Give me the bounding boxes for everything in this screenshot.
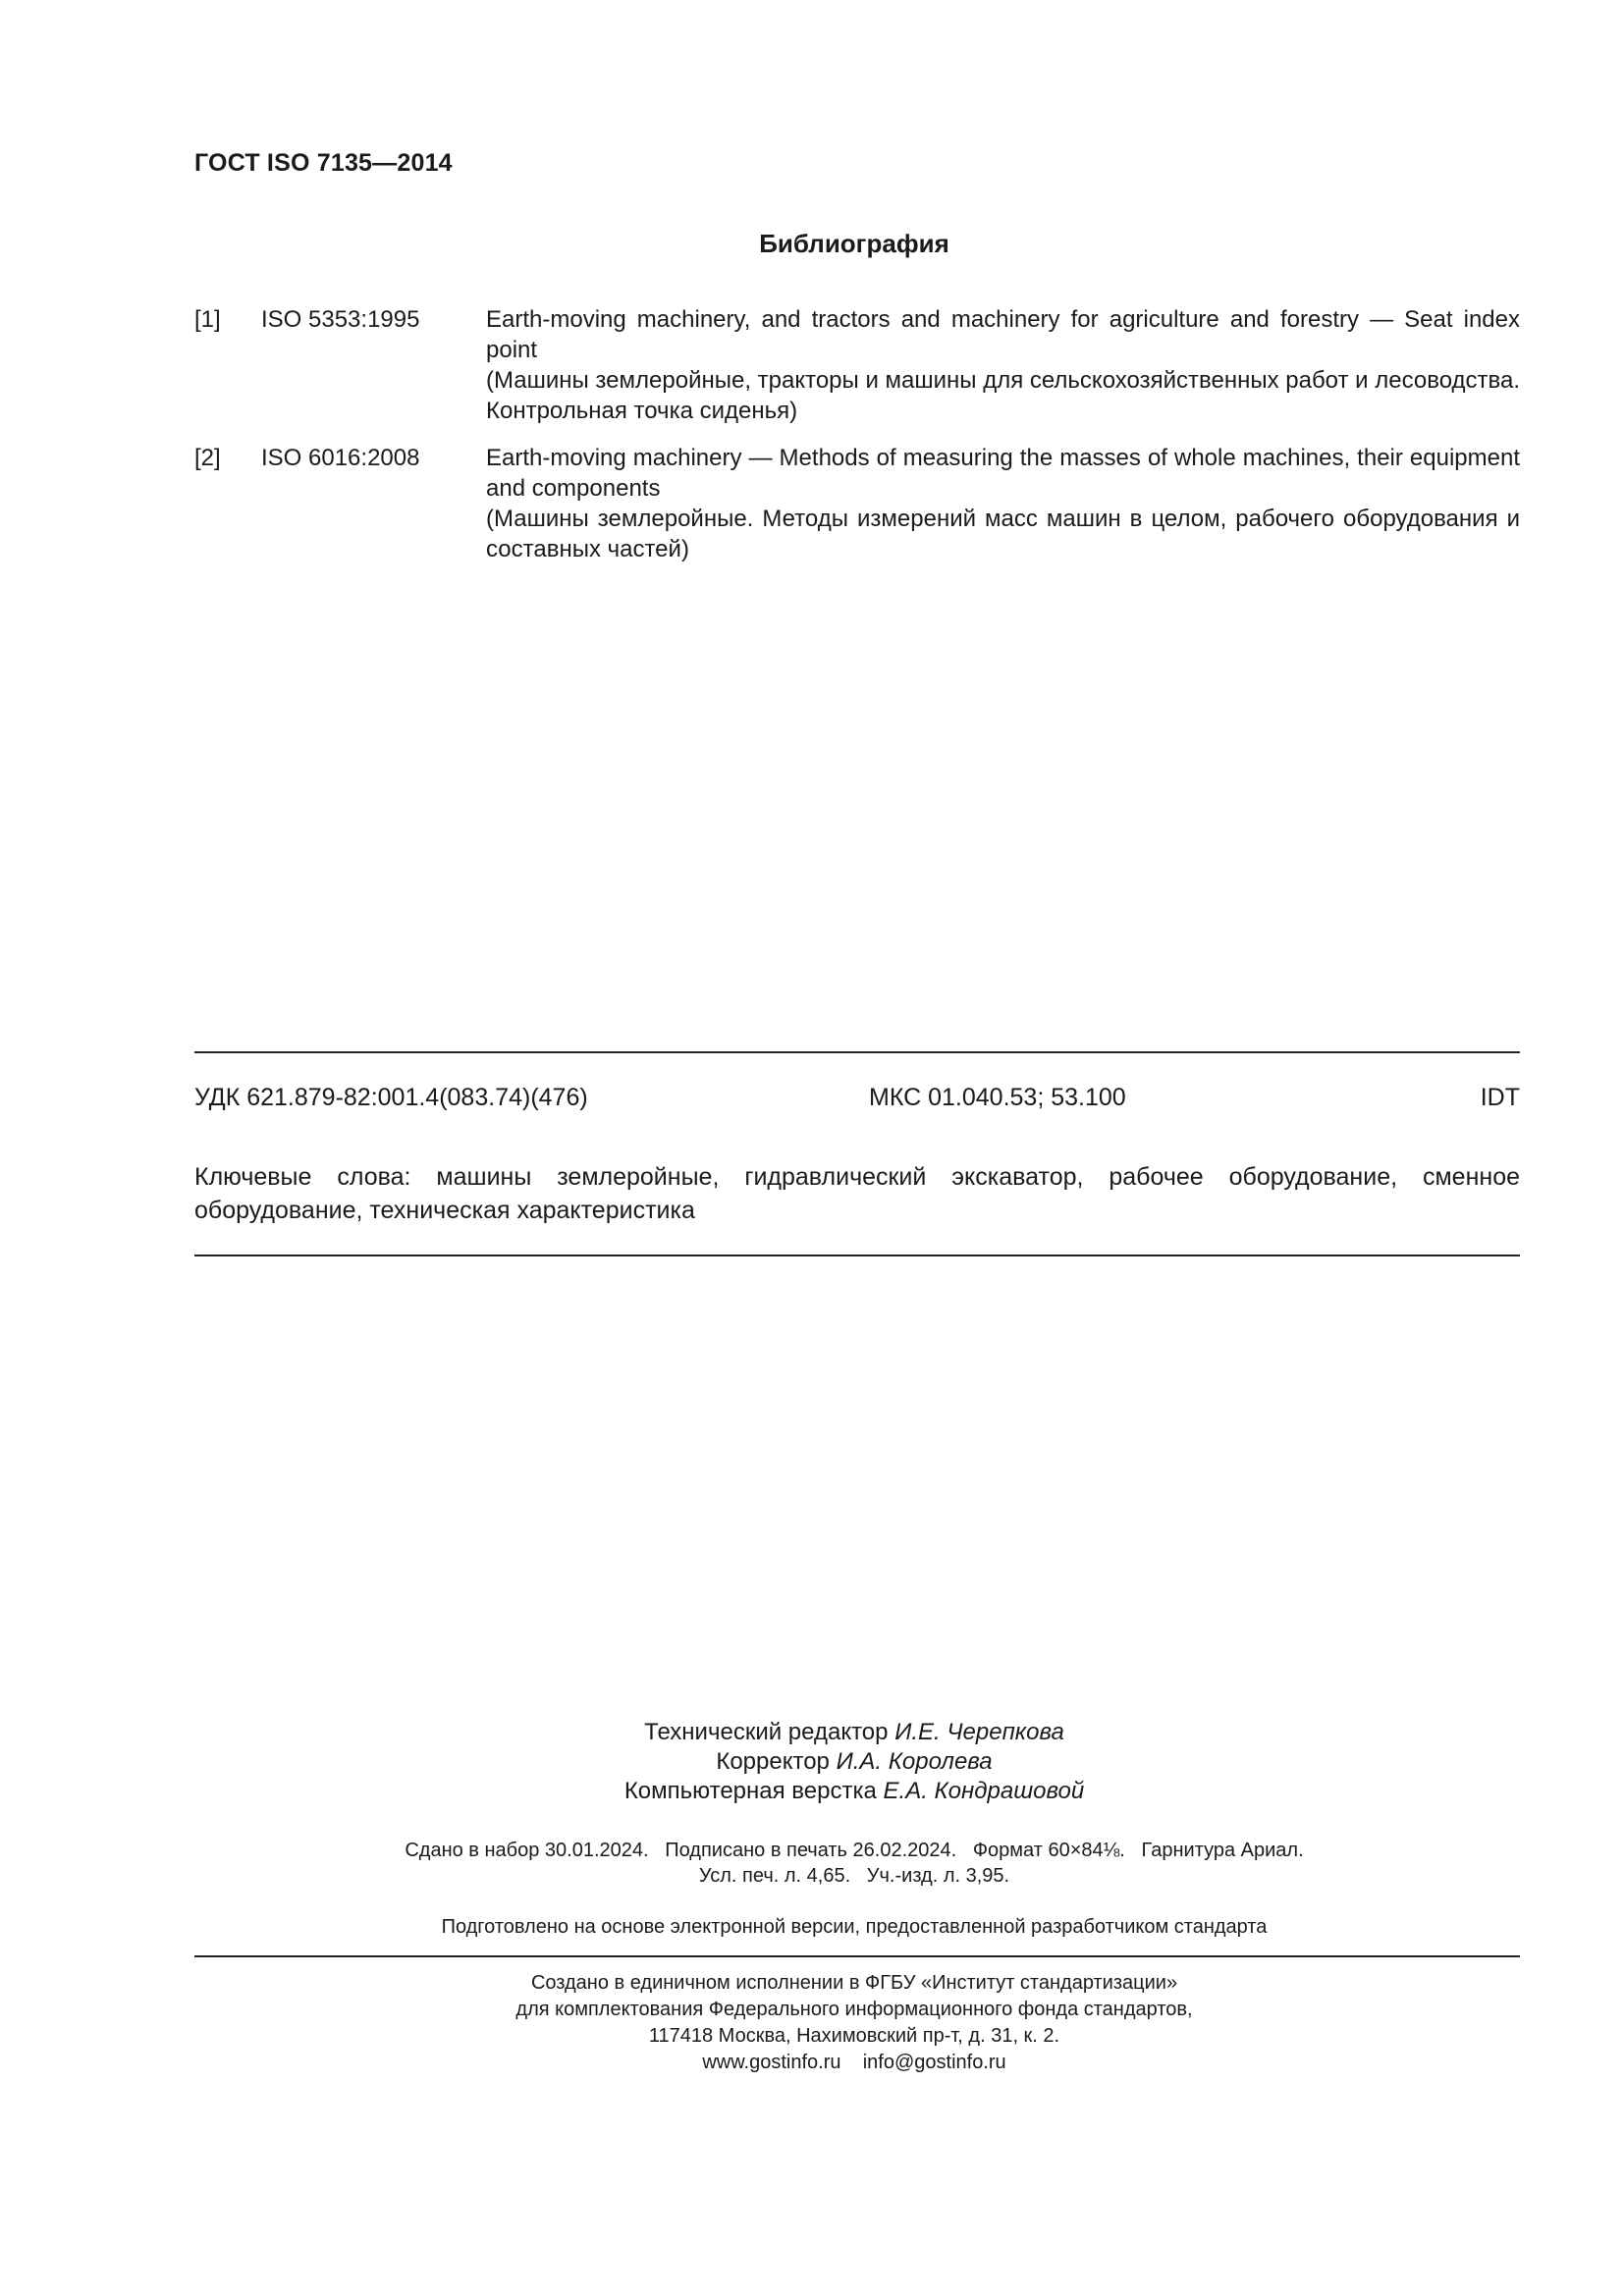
entry-number: [1]: [194, 306, 221, 333]
bibliography-entry-2: [194, 443, 1520, 564]
prepared-note: Подготовлено на основе электронной версии, предоставленной разработчиком стандарта: [441, 1916, 1268, 1938]
udk-code: УДК 621.879-82:001.4(083.74)(476): [194, 1084, 588, 1111]
bibliography-title: Библиография: [759, 229, 949, 258]
credits-block: [0, 1718, 1624, 1806]
entry-standard: ISO 5353:1995: [261, 306, 420, 333]
publication-line-2: Усл. печ. л. 4,65. Уч.-изд. л. 3,95.: [698, 1865, 1010, 1887]
entry-standard: ISO 6016:2008: [261, 445, 420, 471]
footer-line-2: для комплектования Федерального информационного фонда стандартов,: [515, 1999, 1193, 2020]
credit-corrector: Корректор И.А. Королева: [716, 1748, 993, 1775]
entry-title-ru: (Машины землеройные, тракторы и машины для сельскохозяйственных работ и лесоводства. Контрольная точка сиденья): [486, 367, 1520, 424]
keywords: Ключевые слова: машины землеройные, гидравлический экскаватор, рабочее оборудование, сменное оборудование, техническая характеристика: [194, 1163, 1520, 1224]
bibliography-entry-1: [194, 304, 1520, 426]
footer-line-3: 117418 Москва, Нахимовский пр-т, д. 31, к. 2.: [648, 2025, 1060, 2047]
entry-title-en: Earth-moving machinery — Methods of measuring the masses of whole machines, their equipment and components: [486, 445, 1520, 502]
divider-top: [194, 1051, 1520, 1053]
idt-label: IDT: [1480, 1084, 1520, 1111]
credit-tech-editor: Технический редактор И.Е. Черепкова: [644, 1719, 1064, 1745]
publication-info: [0, 1838, 1624, 1889]
footer-block: [0, 1970, 1624, 2076]
publication-line-1: Сдано в набор 30.01.2024. Подписано в печать 26.02.2024. Формат 60×84⅛. Гарнитура Ариал.: [405, 1840, 1304, 1861]
credit-layout: Компьютерная верстка Е.А. Кондрашовой: [623, 1778, 1085, 1804]
entry-title-en: Earth-moving machinery, and tractors and machinery for agriculture and forestry — Seat index point: [486, 306, 1520, 363]
footer-line-4: www.gostinfo.ru info@gostinfo.ru: [702, 2052, 1006, 2073]
document-header-id: ГОСТ ISO 7135—2014: [194, 149, 453, 177]
divider-footer: [194, 1955, 1520, 1957]
divider-bottom: [194, 1255, 1520, 1256]
footer-line-1: Создано в единичном исполнении в ФГБУ «Институт стандартизации»: [530, 1972, 1178, 1994]
mks-code: МКС 01.040.53; 53.100: [869, 1084, 1126, 1111]
entry-title-ru: (Машины землеройные. Методы измерений масс машин в целом, рабочего оборудования и составных частей): [486, 506, 1520, 562]
entry-number: [2]: [194, 445, 221, 471]
